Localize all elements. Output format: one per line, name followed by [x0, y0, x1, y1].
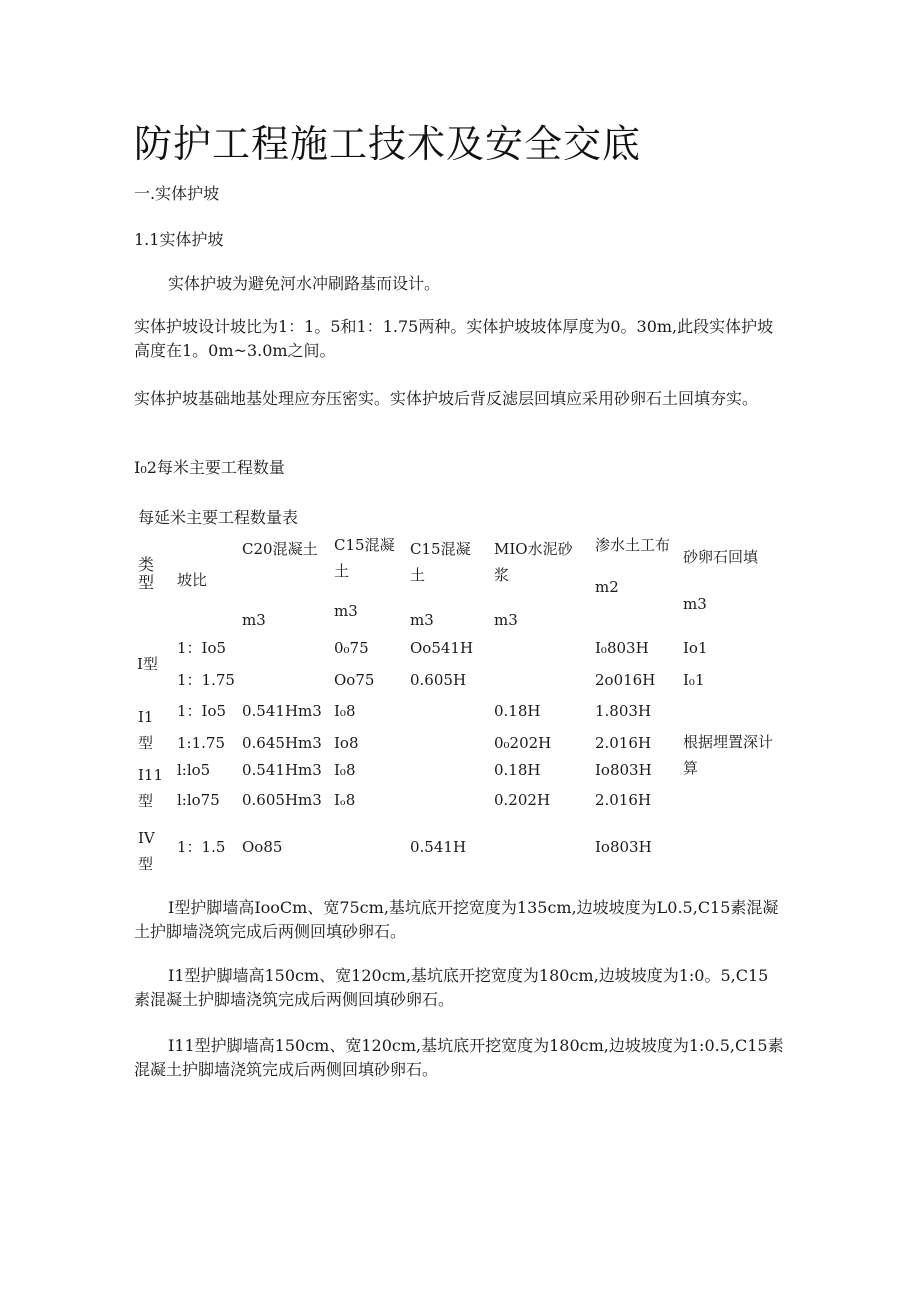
- cell-mortar: 0.202H: [494, 791, 551, 809]
- cell-slope: 1：Io5: [177, 702, 227, 720]
- cell-gravel: Io1: [683, 639, 708, 657]
- cell-geotextile: Io803H: [595, 761, 652, 779]
- merged-note: 根据埋置深计算: [683, 733, 774, 777]
- header-c15b: C15混凝土: [410, 540, 471, 584]
- table-caption: 每延米主要工程数量表: [138, 508, 299, 527]
- cell-c15a: Oo75: [334, 671, 375, 689]
- cell-c20: 0.645Hm3: [242, 734, 322, 752]
- cell-c15a: 0₀75: [334, 639, 369, 657]
- cell-c15b: 0.541H: [410, 838, 467, 856]
- cell-geotextile: Io803H: [595, 838, 652, 856]
- header-mortar: MIO水泥砂浆: [494, 540, 573, 584]
- cell-geotextile: I₀803H: [595, 639, 649, 657]
- group-label: IV型: [138, 829, 155, 873]
- paragraph: I型护脚墙高IooCm、宽75cm,基坑底开挖宽度为135cm,边坡坡度为L0.5,C15素混凝土护脚墙浇筑完成后两侧回填砂卵石。: [134, 898, 779, 941]
- cell-c15a: Io8: [334, 734, 359, 752]
- cell-geotextile: 2.016H: [595, 734, 652, 752]
- cell-c15b: 0.605H: [410, 671, 467, 689]
- cell-c15a: I₀8: [334, 702, 356, 720]
- cell-slope: 1：1.5: [177, 838, 226, 856]
- cell-geotextile: 1.803H: [595, 702, 652, 720]
- group-label: I1型: [138, 708, 154, 752]
- cell-slope: l:lo75: [177, 791, 220, 809]
- cell-c20: Oo85: [242, 838, 283, 856]
- cell-c20: 0.541Hm3: [242, 702, 322, 720]
- header-c15a: C15混凝土: [334, 536, 395, 580]
- cell-c15a: I₀8: [334, 761, 356, 779]
- header-c15a-unit: m3: [334, 602, 358, 620]
- header-c15b-unit: m3: [410, 611, 434, 629]
- page-title: 防护工程施工技术及安全交底: [134, 122, 642, 166]
- subsection-heading: I₀2每米主要工程数量: [134, 458, 285, 477]
- cell-mortar: 0₀202H: [494, 734, 552, 752]
- cell-geotextile: 2o016H: [595, 671, 656, 689]
- group-label: I11型: [138, 766, 164, 810]
- cell-slope: l:lo5: [177, 761, 211, 779]
- cell-c20: 0.605Hm3: [242, 791, 322, 809]
- header-gravel-unit: m3: [683, 595, 707, 613]
- cell-c15b: Oo541H: [410, 639, 474, 657]
- cell-geotextile: 2.016H: [595, 791, 652, 809]
- header-slope: 坡比: [177, 571, 208, 589]
- header-geotextile-unit: m2: [595, 578, 619, 596]
- cell-gravel: I₀1: [683, 671, 705, 689]
- paragraph: 实体护坡为避免河水冲刷路基而设计。: [168, 274, 441, 293]
- paragraph: I1型护脚墙高150cm、宽120cm,基坑底开挖宽度为180cm,边坡坡度为1:0。5,C15素混凝土护脚墙浇筑完成后两侧回填砂卵石。: [134, 966, 769, 1009]
- header-mortar-unit: m3: [494, 611, 518, 629]
- cell-c20: 0.541Hm3: [242, 761, 322, 779]
- header-c20: C20混凝土: [242, 540, 318, 558]
- paragraph: 实体护坡基础地基处理应夯压密实。实体护坡后背反滤层回填应采用砂卵石土回填夯实。: [134, 389, 759, 408]
- cell-slope: 1：Io5: [177, 639, 227, 657]
- header-geotextile: 渗水土工布: [595, 536, 671, 554]
- cell-slope: 1：1.75: [177, 671, 235, 689]
- cell-c15a: Iₒ8: [334, 791, 356, 809]
- cell-mortar: 0.18H: [494, 761, 541, 779]
- paragraph: I11型护脚墙高150cm、宽120cm,基坑底开挖宽度为180cm,边坡坡度为1:0.5,C15素混凝土护脚墙浇筑完成后两侧回填砂卵石。: [134, 1036, 784, 1079]
- cell-slope: 1:1.75: [177, 734, 225, 752]
- paragraph: 实体护坡设计坡比为1：1。5和1：1.75两种。实体护坡坡体厚度为0。30m,此段实体护坡高度在1。0m~3.0m之间。: [134, 317, 774, 360]
- header-c20-unit: m3: [242, 611, 266, 629]
- header-gravel: 砂卵石回填: [683, 548, 759, 566]
- header-type: 类型: [138, 555, 155, 592]
- group-label: I型: [137, 655, 158, 673]
- cell-mortar: 0.18H: [494, 702, 541, 720]
- subsection-heading: 1.1实体护坡: [134, 230, 224, 249]
- section-heading: 一.实体护坡: [134, 184, 220, 203]
